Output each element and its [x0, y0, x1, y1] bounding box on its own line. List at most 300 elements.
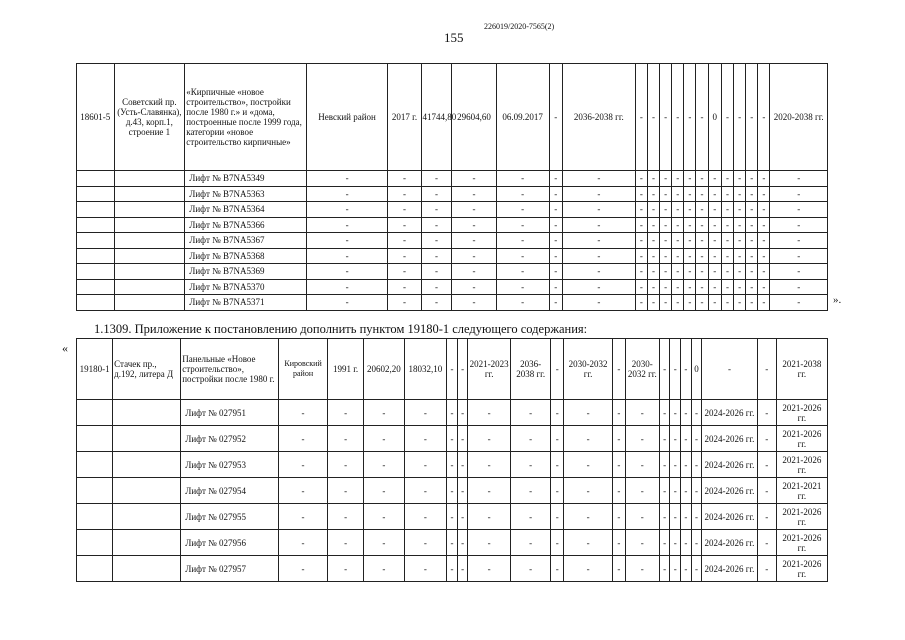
cell-mid: -	[635, 64, 647, 171]
cell-lift-name: Лифт № 027952	[181, 426, 279, 452]
cell-dash: -	[551, 504, 564, 530]
cell-dash: -	[696, 233, 708, 249]
cell-dash: -	[770, 233, 828, 249]
cell-dash: -	[659, 339, 670, 400]
cell-dash: -	[421, 295, 452, 311]
cell-year: 2017 г.	[388, 64, 421, 171]
cell-dash: -	[734, 264, 746, 280]
cell-dash: -	[660, 279, 672, 295]
table-apartment-18601-5	[76, 63, 828, 311]
cell-dash: -	[551, 452, 564, 478]
cell-period: 2024-2026 гг.	[702, 452, 757, 478]
cell-dash: -	[613, 452, 626, 478]
cell-dash: -	[364, 530, 404, 556]
cell-mid: -	[734, 64, 746, 171]
cell-dash: -	[659, 452, 670, 478]
cell-dash: -	[549, 279, 562, 295]
cell-dash: -	[691, 504, 702, 530]
cell-dash: -	[758, 279, 770, 295]
cell-dash: -	[468, 426, 511, 452]
cell-dash: -	[696, 264, 708, 280]
cell-dash: -	[388, 279, 421, 295]
cell-dash: -	[613, 400, 626, 426]
cell-dash: -	[510, 504, 550, 530]
cell-lift-name: Лифт № В7NA5369	[185, 264, 306, 280]
cell-dash: -	[684, 295, 696, 311]
cell-dash: -	[734, 279, 746, 295]
cell-dash: -	[496, 279, 549, 295]
cell-dash: -	[684, 202, 696, 218]
cell-dash: -	[421, 279, 452, 295]
cell-mid: -	[696, 64, 708, 171]
cell-dash: -	[734, 202, 746, 218]
cell-dash: -	[757, 400, 776, 426]
cell-dash: -	[564, 400, 613, 426]
cell-dash: -	[635, 186, 647, 202]
cell-dash: -	[746, 202, 758, 218]
cell-lift-name: Лифт № В7NA5366	[185, 217, 306, 233]
cell-dash: -	[708, 171, 721, 187]
cell-lift-name: Лифт № В7NA5370	[185, 279, 306, 295]
cell-period: 2024-2026 гг.	[702, 478, 757, 504]
cell-empty	[77, 186, 115, 202]
cell-dash: -	[549, 202, 562, 218]
cell-dash: -	[421, 217, 452, 233]
cell-mid: -	[647, 64, 659, 171]
cell-dash: -	[549, 264, 562, 280]
cell-dash: -	[496, 186, 549, 202]
cell-dash: -	[457, 400, 468, 426]
cell-dash: -	[758, 186, 770, 202]
cell-dash: -	[549, 64, 562, 171]
cell-dash: -	[328, 452, 364, 478]
cell-dash: -	[496, 171, 549, 187]
cell-dash: -	[447, 400, 458, 426]
cell-year: 1991 г.	[328, 339, 364, 400]
cell-dash: -	[404, 478, 447, 504]
cell-dash: -	[364, 452, 404, 478]
cell-dash: -	[388, 264, 421, 280]
cell-dash: -	[510, 530, 550, 556]
cell-dash: -	[388, 202, 421, 218]
cell-dash: -	[757, 426, 776, 452]
cell-dash: -	[625, 530, 659, 556]
cell-dash: -	[562, 279, 635, 295]
cell-dash: -	[625, 426, 659, 452]
cell-district: Невский район	[306, 64, 388, 171]
cell-dash: -	[721, 233, 733, 249]
cell-dash: -	[364, 556, 404, 582]
cell-dash: -	[660, 264, 672, 280]
cell-dash: -	[625, 478, 659, 504]
cell-dash: -	[696, 171, 708, 187]
cell-lift-name: Лифт № 027956	[181, 530, 279, 556]
table-row-main	[77, 64, 828, 171]
cell-dash: -	[684, 264, 696, 280]
cell-dash: -	[721, 217, 733, 233]
table-row-lift	[77, 279, 828, 295]
cell-dash: -	[681, 426, 692, 452]
cell-empty	[114, 233, 185, 249]
cell-address: Советский пр. (Усть-Славянка), д.43, корп.1, строение 1	[114, 64, 185, 171]
cell-dash: -	[452, 186, 496, 202]
cell-dash: -	[564, 426, 613, 452]
cell-dash: -	[696, 295, 708, 311]
cell-dash: -	[496, 264, 549, 280]
cell-dash: -	[746, 233, 758, 249]
cell-dash: -	[670, 400, 681, 426]
cell-dash: -	[708, 248, 721, 264]
cell-final-period: 2021-2026 гг.	[776, 530, 827, 556]
cell-dash: -	[635, 264, 647, 280]
cell-dash: -	[388, 186, 421, 202]
table-row-main	[77, 339, 828, 400]
cell-dash: -	[659, 478, 670, 504]
cell-final-period: 2021-2038 гг.	[776, 339, 827, 400]
cell-district: Кировский район	[279, 339, 328, 400]
cell-dash: -	[681, 478, 692, 504]
cell-dash: -	[670, 504, 681, 530]
cell-dash: -	[306, 233, 388, 249]
cell-dash: -	[672, 248, 684, 264]
cell-dash: -	[457, 504, 468, 530]
table-row-lift	[77, 248, 828, 264]
cell-empty	[113, 556, 181, 582]
document-code: 226019/2020-7565(2)	[484, 22, 555, 31]
cell-dash: -	[447, 339, 458, 400]
cell-dash: -	[635, 217, 647, 233]
cell-dash: -	[770, 186, 828, 202]
cell-dash: -	[659, 400, 670, 426]
cell-dash: -	[510, 400, 550, 426]
cell-empty	[113, 452, 181, 478]
cell-dash: -	[647, 217, 659, 233]
cell-dash: -	[468, 452, 511, 478]
cell-dash: -	[613, 530, 626, 556]
cell-empty	[77, 279, 115, 295]
cell-dash: -	[496, 295, 549, 311]
cell-dash: -	[306, 279, 388, 295]
cell-dash: -	[681, 339, 692, 400]
cell-dash: -	[447, 556, 458, 582]
cell-dash: -	[770, 248, 828, 264]
cell-dash: -	[681, 556, 692, 582]
cell-dash: -	[306, 248, 388, 264]
cell-empty	[114, 295, 185, 311]
cell-dash: -	[758, 248, 770, 264]
cell-area-living: 29604,60	[452, 64, 496, 171]
cell-dash: -	[770, 295, 828, 311]
cell-dash: -	[328, 400, 364, 426]
cell-dash: -	[306, 202, 388, 218]
cell-dash: -	[758, 171, 770, 187]
cell-empty	[77, 452, 113, 478]
cell-dash: -	[696, 217, 708, 233]
cell-dash: -	[564, 478, 613, 504]
cell-empty	[113, 504, 181, 530]
cell-dash: -	[388, 233, 421, 249]
cell-dash: -	[708, 233, 721, 249]
cell-final-period: 2021-2026 гг.	[776, 452, 827, 478]
cell-dash: -	[721, 295, 733, 311]
cell-dash: -	[635, 233, 647, 249]
cell-lift-name: Лифт № В7NA5363	[185, 186, 306, 202]
cell-id: 18601-5	[77, 64, 115, 171]
cell-dash: -	[452, 233, 496, 249]
cell-final-period: 2021-2026 гг.	[776, 426, 827, 452]
cell-empty	[77, 233, 115, 249]
cell-dash: -	[549, 171, 562, 187]
cell-empty	[114, 171, 185, 187]
cell-period: 2036-2038 гг.	[562, 64, 635, 171]
cell-dash: -	[660, 202, 672, 218]
cell-period: 2024-2026 гг.	[702, 530, 757, 556]
cell-dash: -	[562, 186, 635, 202]
table-row-lift	[77, 217, 828, 233]
cell-empty	[114, 264, 185, 280]
cell-dash: -	[457, 530, 468, 556]
cell-dash: -	[684, 186, 696, 202]
cell-dash: -	[328, 478, 364, 504]
cell-dash: -	[551, 426, 564, 452]
page-number: 155	[444, 30, 464, 45]
cell-dash: -	[721, 186, 733, 202]
cell-dash: -	[510, 452, 550, 478]
cell-empty	[77, 478, 113, 504]
cell-dash: -	[635, 171, 647, 187]
cell-dash: -	[672, 186, 684, 202]
cell-final-period: 2021-2026 гг.	[776, 504, 827, 530]
cell-dash: -	[496, 248, 549, 264]
cell-dash: -	[613, 339, 626, 400]
cell-dash: -	[681, 504, 692, 530]
cell-dash: -	[708, 186, 721, 202]
cell-dash: -	[672, 279, 684, 295]
cell-dash: -	[757, 556, 776, 582]
cell-dash: -	[635, 295, 647, 311]
cell-dash: -	[635, 202, 647, 218]
cell-final-period: 2020-2038 гг.	[770, 64, 828, 171]
cell-dash: -	[670, 478, 681, 504]
cell-empty	[77, 530, 113, 556]
cell-dash: -	[564, 530, 613, 556]
cell-dash: -	[681, 530, 692, 556]
cell-dash: -	[496, 217, 549, 233]
cell-dash: -	[551, 339, 564, 400]
opening-quote: «	[62, 341, 68, 355]
cell-dash: -	[672, 171, 684, 187]
cell-dash: -	[758, 202, 770, 218]
cell-final-period: 2021-2026 гг.	[776, 556, 827, 582]
cell-dash: -	[421, 248, 452, 264]
cell-lift-name: Лифт № В7NA5349	[185, 171, 306, 187]
cell-dash: -	[647, 279, 659, 295]
cell-dash: -	[708, 202, 721, 218]
cell-dash: -	[672, 295, 684, 311]
cell-area-total: 41744,80	[421, 64, 452, 171]
table-row-lift	[77, 233, 828, 249]
table-row-lift	[77, 186, 828, 202]
cell-date: 06.09.2017	[496, 64, 549, 171]
cell-dash: -	[388, 248, 421, 264]
table-row-lift	[77, 452, 828, 478]
cell-dash: -	[388, 171, 421, 187]
cell-dash: -	[452, 279, 496, 295]
cell-empty	[77, 217, 115, 233]
cell-dash: -	[279, 400, 328, 426]
cell-dash: -	[447, 504, 458, 530]
cell-dash: -	[279, 556, 328, 582]
cell-dash: -	[757, 478, 776, 504]
cell-dash: -	[670, 339, 681, 400]
cell-dash: -	[613, 504, 626, 530]
cell-id: 19180-1	[77, 339, 113, 400]
cell-dash: -	[672, 233, 684, 249]
cell-dash: -	[734, 186, 746, 202]
cell-dash: -	[696, 248, 708, 264]
cell-dash: -	[510, 556, 550, 582]
cell-dash: -	[328, 556, 364, 582]
cell-dash: -	[672, 217, 684, 233]
cell-period: 2036-2038 гг.	[510, 339, 550, 400]
cell-description: Панельные «Новое строительство», постройки после 1980 г.	[181, 339, 279, 400]
section-heading: 1.1309. Приложение к постановлению дополнить пунктом 19180-1 следующего содержания:	[94, 322, 588, 336]
cell-dash: -	[660, 217, 672, 233]
cell-dash: -	[452, 171, 496, 187]
cell-empty	[77, 264, 115, 280]
cell-mid: 0	[708, 64, 721, 171]
cell-dash: -	[670, 530, 681, 556]
cell-dash: -	[681, 400, 692, 426]
cell-dash: -	[562, 264, 635, 280]
cell-lift-name: Лифт № В7NA5368	[185, 248, 306, 264]
cell-dash: -	[647, 186, 659, 202]
cell-empty	[114, 248, 185, 264]
cell-dash: -	[721, 264, 733, 280]
cell-dash: -	[647, 171, 659, 187]
cell-dash: -	[734, 295, 746, 311]
cell-lift-name: Лифт № В7NA5364	[185, 202, 306, 218]
cell-dash: -	[670, 452, 681, 478]
cell-dash: -	[613, 426, 626, 452]
cell-dash: -	[364, 426, 404, 452]
cell-dash: -	[708, 217, 721, 233]
cell-dash: -	[708, 295, 721, 311]
cell-dash: -	[660, 171, 672, 187]
table-row-lift	[77, 426, 828, 452]
cell-dash: -	[708, 264, 721, 280]
cell-dash: -	[457, 556, 468, 582]
cell-dash: -	[306, 295, 388, 311]
cell-dash: -	[457, 339, 468, 400]
cell-dash: -	[279, 478, 328, 504]
cell-dash: -	[421, 202, 452, 218]
table-row-lift	[77, 530, 828, 556]
cell-empty	[77, 400, 113, 426]
cell-dash: -	[635, 279, 647, 295]
cell-dash: -	[659, 556, 670, 582]
cell-dash: -	[708, 279, 721, 295]
cell-empty	[77, 248, 115, 264]
cell-dash: -	[721, 279, 733, 295]
cell-dash: -	[549, 186, 562, 202]
cell-dash: -	[457, 426, 468, 452]
cell-dash: -	[468, 556, 511, 582]
cell-dash: -	[647, 233, 659, 249]
cell-dash: -	[421, 264, 452, 280]
cell-dash: -	[625, 400, 659, 426]
table-row-lift	[77, 504, 828, 530]
cell-period: 2021-2023 гг.	[468, 339, 511, 400]
cell-mid: -	[672, 64, 684, 171]
cell-dash: -	[647, 248, 659, 264]
cell-dash: -	[549, 233, 562, 249]
cell-dash: -	[659, 530, 670, 556]
cell-dash: -	[468, 504, 511, 530]
cell-dash: -	[746, 264, 758, 280]
cell-dash: -	[758, 295, 770, 311]
table-row-lift	[77, 171, 828, 187]
table-row-lift	[77, 264, 828, 280]
cell-dash: -	[659, 426, 670, 452]
cell-dash: -	[734, 171, 746, 187]
cell-dash: -	[691, 530, 702, 556]
cell-lift-name: Лифт № 027957	[181, 556, 279, 582]
cell-dash: -	[364, 478, 404, 504]
cell-period: 2024-2026 гг.	[702, 504, 757, 530]
cell-dash: -	[684, 171, 696, 187]
cell-dash: -	[734, 248, 746, 264]
cell-dash: -	[757, 530, 776, 556]
cell-dash: -	[672, 264, 684, 280]
cell-dash: -	[562, 202, 635, 218]
cell-dash: -	[510, 478, 550, 504]
cell-dash: -	[684, 217, 696, 233]
cell-empty	[77, 556, 113, 582]
cell-lift-name: Лифт № 027951	[181, 400, 279, 426]
cell-dash: -	[452, 248, 496, 264]
cell-dash: -	[562, 171, 635, 187]
cell-dash: -	[721, 171, 733, 187]
cell-dash: -	[279, 426, 328, 452]
cell-dash: -	[691, 426, 702, 452]
cell-lift-name: Лифт № В7NA5371	[185, 295, 306, 311]
cell-mid: -	[684, 64, 696, 171]
cell-dash: -	[404, 400, 447, 426]
cell-dash: -	[647, 202, 659, 218]
cell-empty	[77, 295, 115, 311]
cell-dash: -	[549, 217, 562, 233]
cell-dash: -	[328, 530, 364, 556]
cell-final-period: 2021-2026 гг.	[776, 400, 827, 426]
cell-dash: -	[770, 279, 828, 295]
cell-mid: -	[746, 64, 758, 171]
cell-dash: -	[447, 426, 458, 452]
cell-dash: -	[770, 171, 828, 187]
cell-dash: -	[746, 186, 758, 202]
cell-empty	[114, 279, 185, 295]
cell-dash: -	[635, 248, 647, 264]
cell-dash: -	[404, 556, 447, 582]
cell-dash: -	[647, 295, 659, 311]
cell-lift-name: Лифт № 027953	[181, 452, 279, 478]
cell-dash: -	[613, 556, 626, 582]
cell-dash: -	[564, 556, 613, 582]
cell-dash: -	[660, 295, 672, 311]
cell-dash: -	[549, 295, 562, 311]
cell-dash: -	[279, 452, 328, 478]
cell-dash: -	[696, 202, 708, 218]
